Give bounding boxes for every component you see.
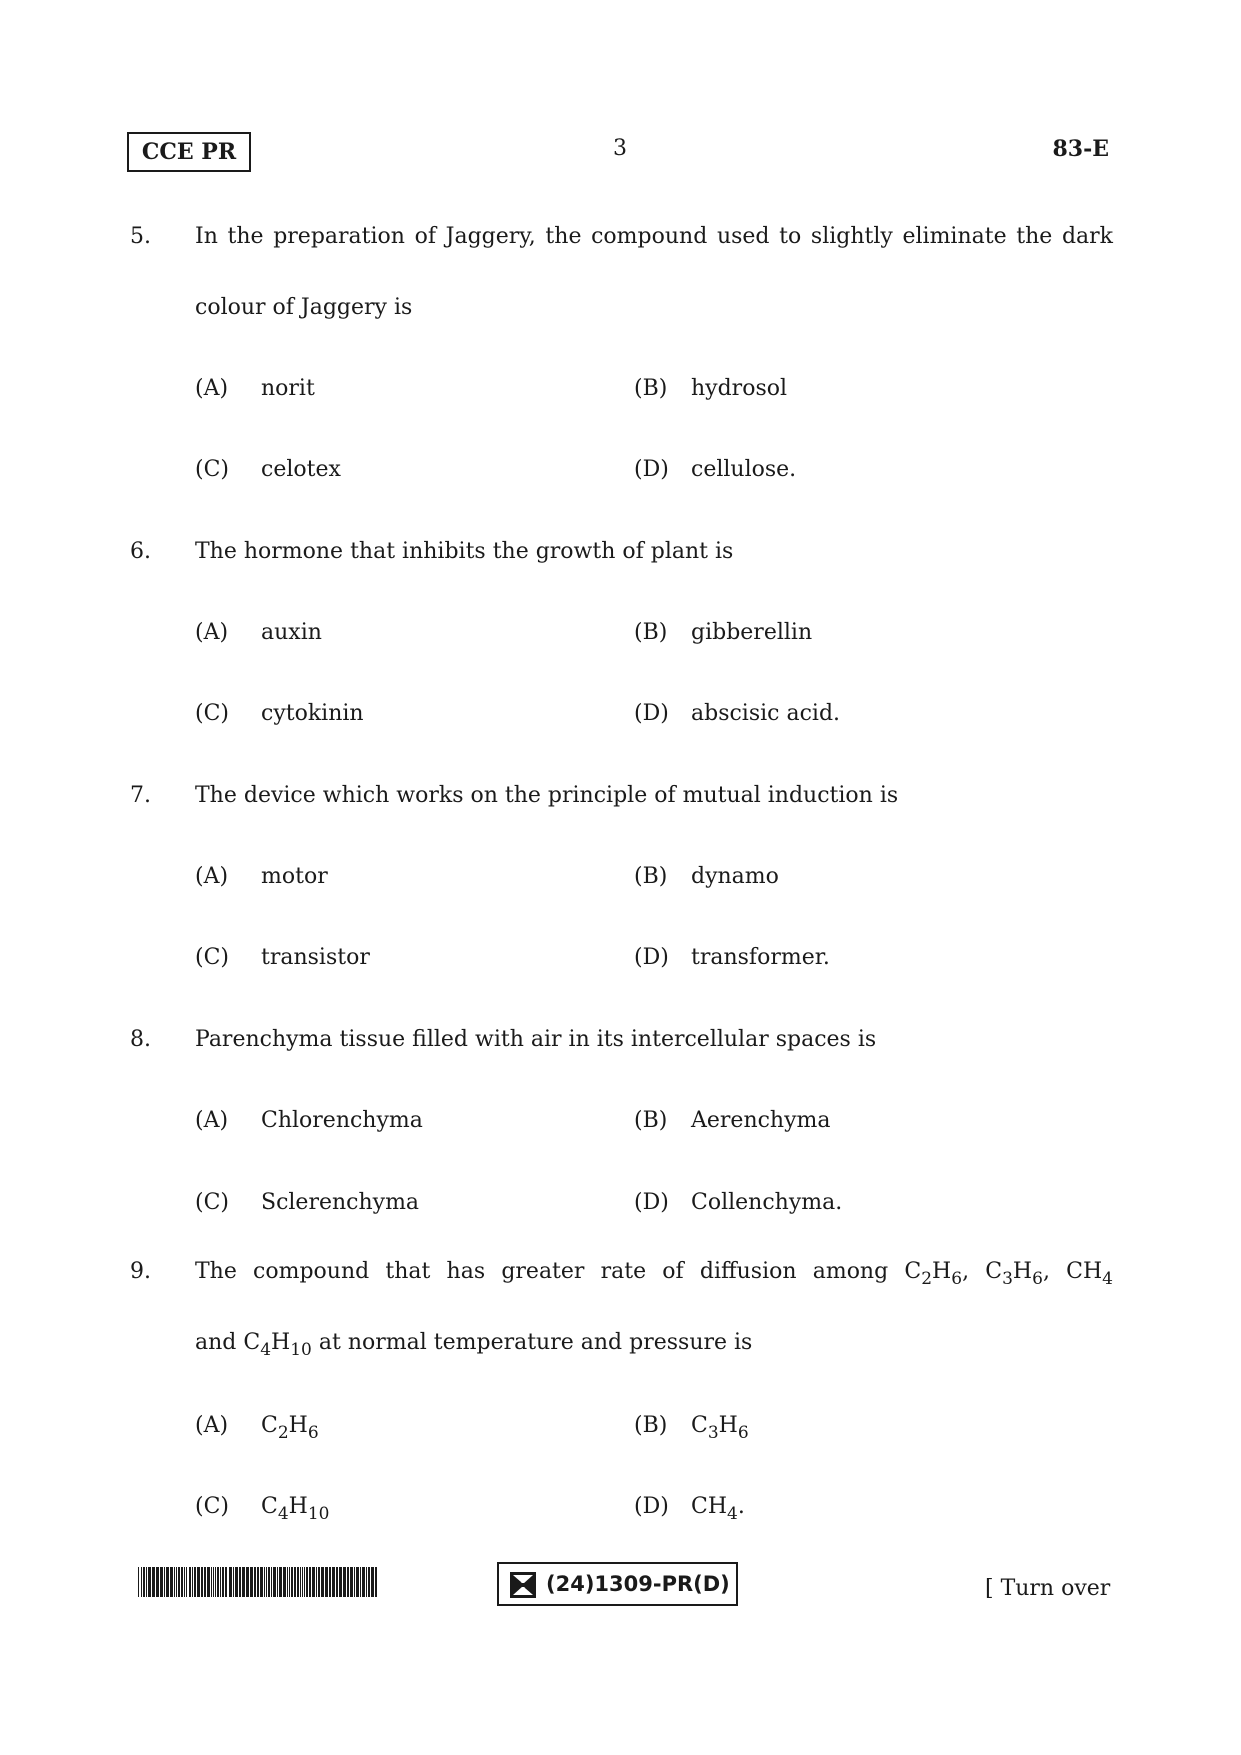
option-text: dynamo [691,864,779,889]
option-text: Aerenchyma [691,1108,831,1133]
option-text: Sclerenchyma [261,1190,420,1215]
formula-propene: $C_3H_6$, [985,1259,1050,1289]
option-label: (A) [195,376,229,401]
formula-methane: $CH_4$ [1066,1259,1113,1289]
option-label: (B) [634,864,668,889]
question-text-line: In the preparation of Jaggery, the compound used to slightly eliminate the dark [195,224,1113,249]
option-text: norit [261,376,315,401]
option-label: (C) [195,701,229,726]
question-text: Parenchyma tissue filled with air in its intercellular spaces is [195,1027,877,1052]
question-number: 9. [130,1259,151,1284]
option-text: Collenchyma. [691,1190,843,1215]
question-text: The hormone that inhibits the growth of plant is [195,539,734,564]
option-label: (A) [195,864,229,889]
option-label: (A) [195,1108,229,1133]
question-text: The compound that has greater rate of diffusion among [195,1259,889,1284]
question-text: at normal temperature and pressure is [318,1330,753,1355]
question-text-line [195,1257,1113,1287]
qr-code-icon [510,1572,536,1598]
option-text: celotex [261,457,341,482]
option-label: (C) [195,1190,229,1215]
barcode-image [138,1567,380,1597]
paper-id: (24)1309-PR(D) [546,1572,730,1596]
header-code-box: CCE PR [127,132,251,172]
option-label: (D) [634,945,669,970]
option-label: (C) [195,457,229,482]
option-label: (A) [195,620,229,645]
paper-id-box [497,1562,738,1606]
option-label: (B) [634,376,668,401]
option-text: Chlorenchyma [261,1108,423,1133]
option-label: (D) [634,701,669,726]
option-text: transformer. [691,945,830,970]
option-formula: $CH_4$. [691,1494,745,1524]
option-formula: $C_3H_6$ [691,1413,749,1443]
option-label: (B) [634,1413,668,1438]
question-text-line: colour of Jaggery is [195,295,413,320]
option-label: (B) [634,620,668,645]
option-text: abscisic acid. [691,701,841,726]
question-text: and [195,1330,237,1355]
question-text-line [195,1328,1113,1358]
option-formula: $C_2H_6$ [261,1413,319,1443]
option-text: motor [261,864,328,889]
option-label: (C) [195,1494,229,1519]
option-text: auxin [261,620,322,645]
option-text: hydrosol [691,376,788,401]
option-label: (B) [634,1108,668,1133]
option-label: (A) [195,1413,229,1438]
option-text: cellulose. [691,457,797,482]
option-text: cytokinin [261,701,364,726]
formula-butane: $C_4H_{10}$ [243,1330,312,1360]
formula-ethane: $C_2H_6$, [904,1259,970,1289]
page-number: 3 [613,136,627,161]
option-label: (C) [195,945,229,970]
question-number: 7. [130,783,151,808]
question-number: 5. [130,224,151,249]
option-label: (D) [634,1190,669,1215]
option-label: (D) [634,1494,669,1519]
question-number: 6. [130,539,151,564]
option-text: gibberellin [691,620,813,645]
question-number: 8. [130,1027,151,1052]
question-text: The device which works on the principle of mutual induction is [195,783,899,808]
paper-code: 83-E [1052,136,1109,162]
option-formula: $C_4H_{10}$ [261,1494,330,1524]
option-label: (D) [634,457,669,482]
option-text: transistor [261,945,370,970]
turn-over-note: [ Turn over [985,1576,1111,1601]
